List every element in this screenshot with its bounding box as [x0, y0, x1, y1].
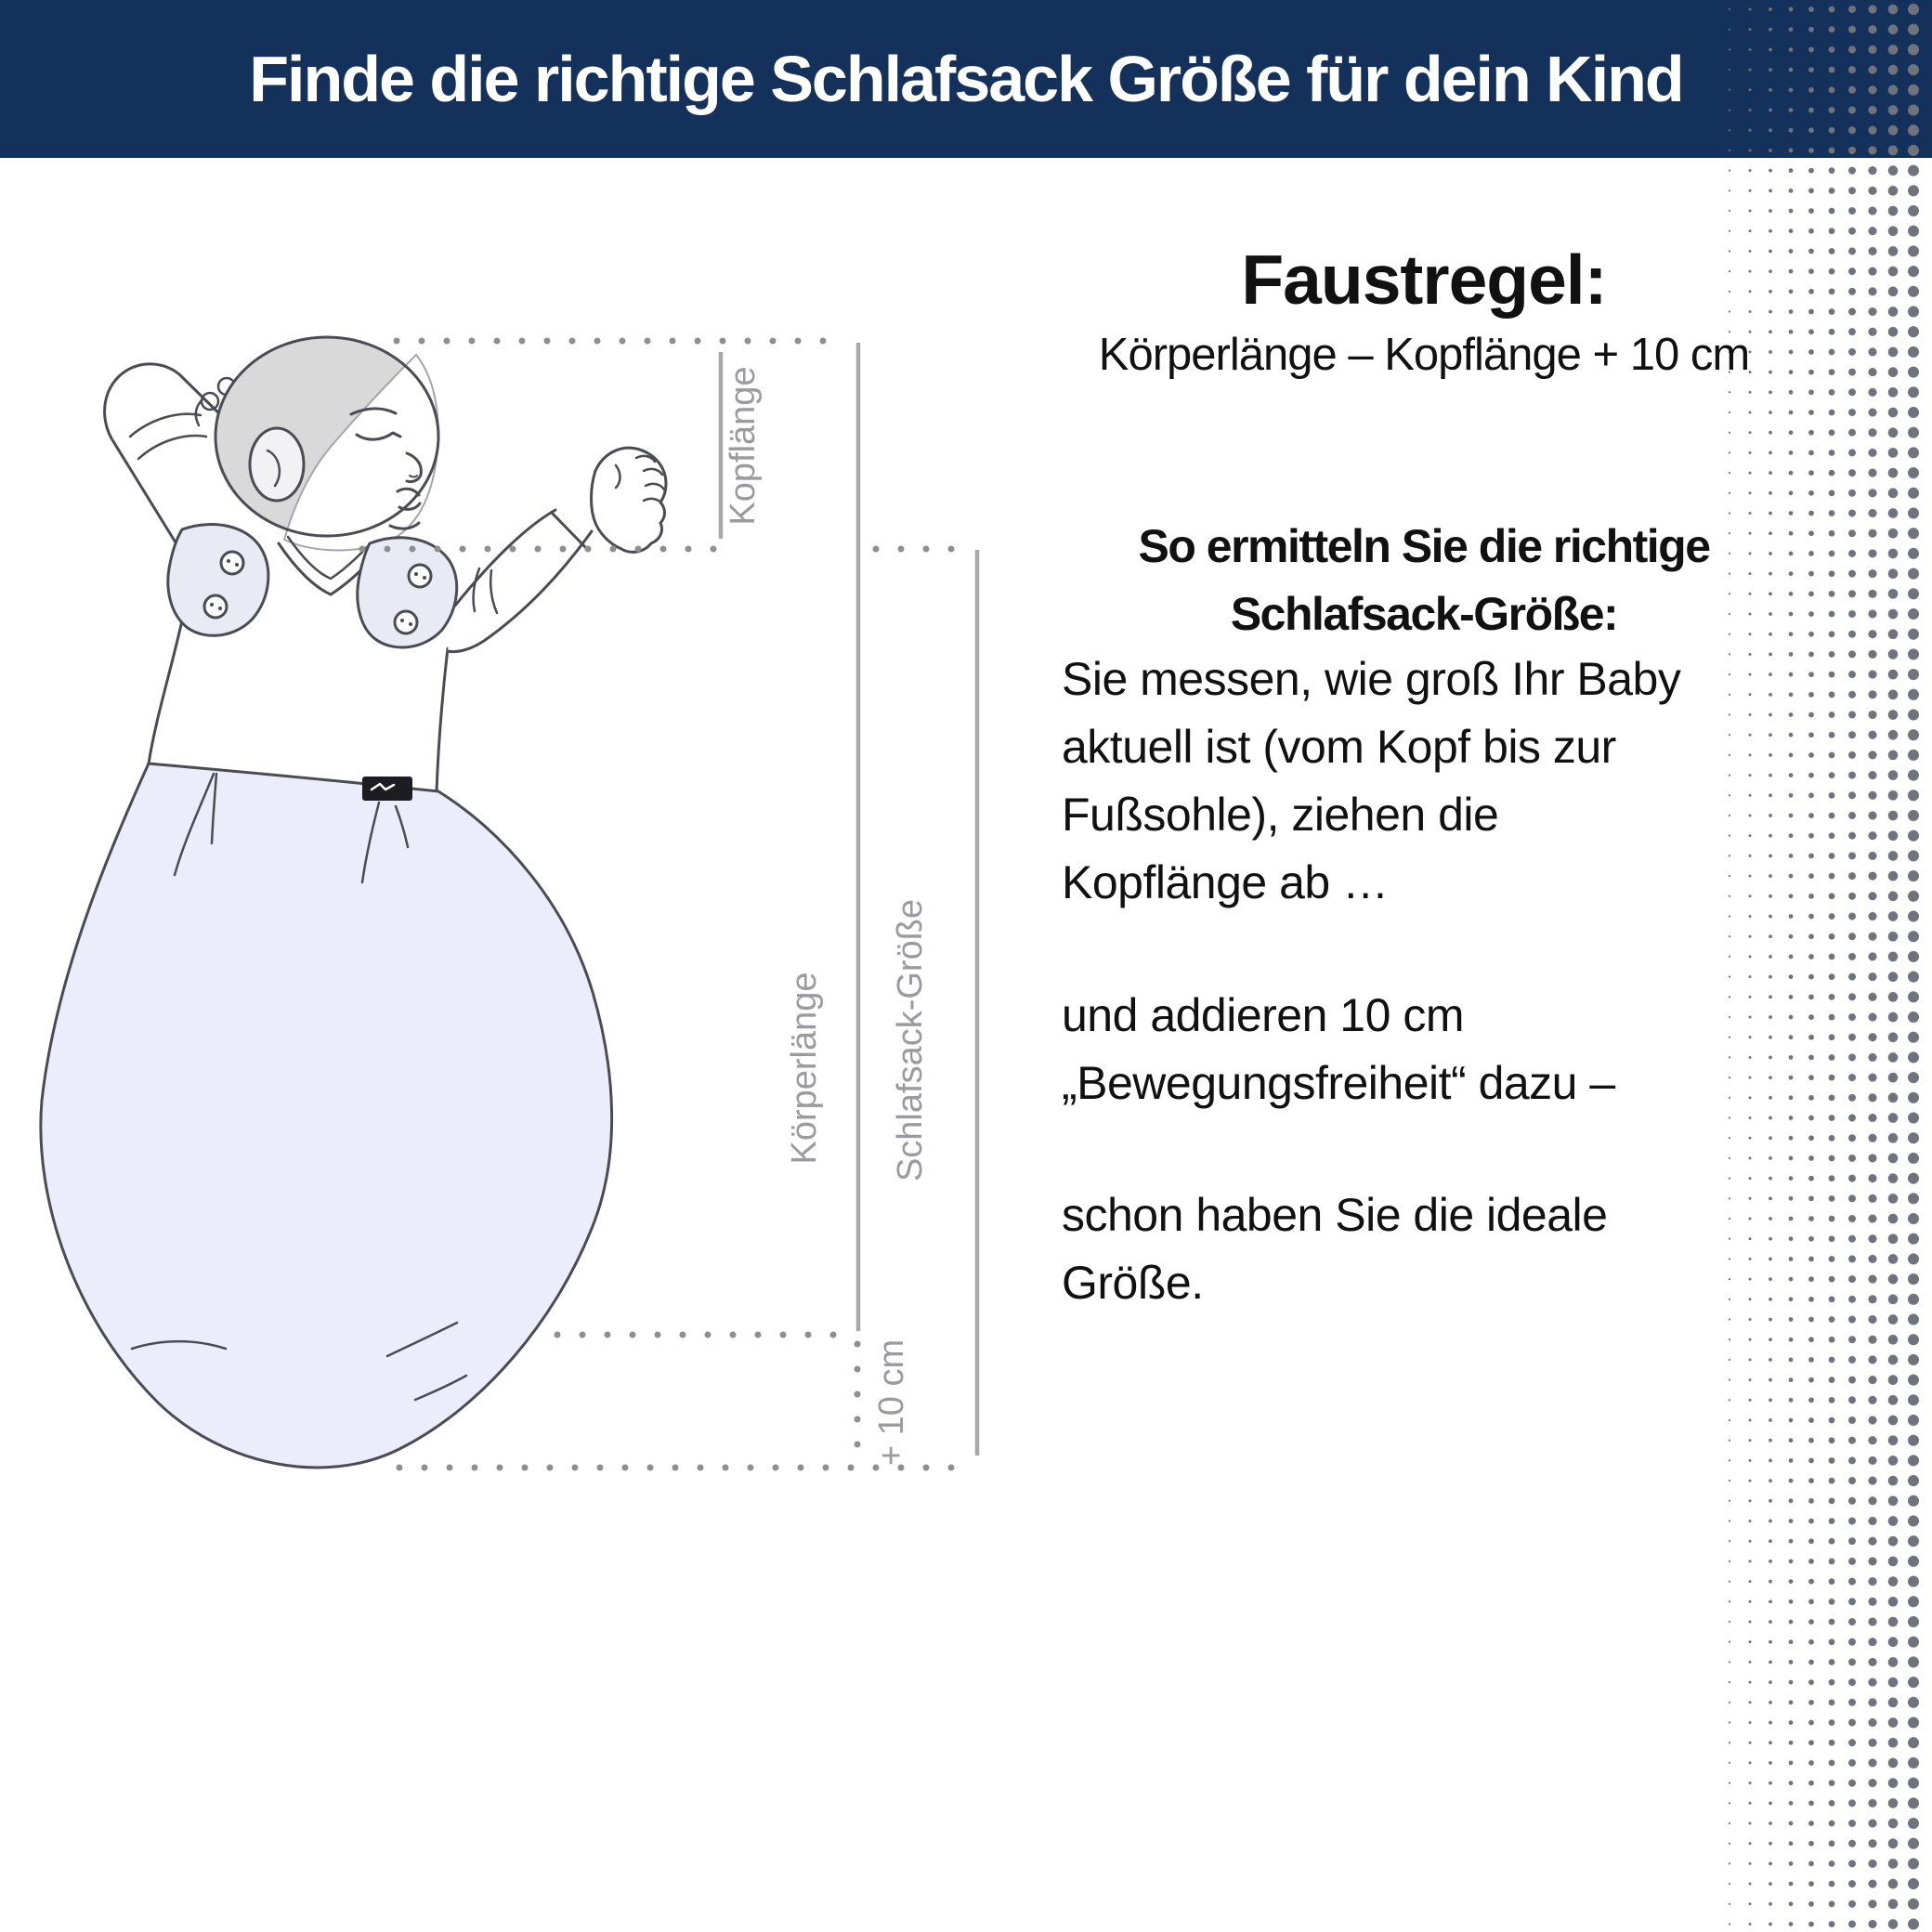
sleeping-bag-body — [41, 764, 612, 1468]
text-line: aktuell ist (vom Kopf bis zur — [1062, 721, 1616, 773]
button — [221, 552, 243, 574]
faustregel-heading: Faustregel: — [1241, 241, 1607, 319]
text-line: und addieren 10 cm — [1062, 989, 1464, 1041]
text-line: Fußsohle), ziehen die — [1062, 789, 1499, 841]
right-shoulder-flap — [358, 538, 457, 647]
faustregel-formula: Körperlänge – Kopflänge + 10 cm — [1098, 330, 1750, 380]
text-line: „Bewegungsfreiheit“ dazu – — [1062, 1057, 1615, 1109]
text-line: schon haben Sie die ideale — [1062, 1189, 1608, 1241]
plus-10-cm-label: + 10 cm — [872, 1338, 911, 1467]
schlafsack-groesse-label: Schlafsack-Größe — [891, 898, 930, 1182]
instructions-heading-line2: Schlafsack-Größe: — [1230, 588, 1618, 640]
instructions-heading — [1038, 513, 1809, 648]
sleeping-bag — [41, 764, 612, 1468]
text-line: Kopflänge ab … — [1062, 856, 1389, 908]
button — [395, 611, 417, 633]
button — [204, 595, 227, 618]
text-line: Sie messen, wie groß Ihr Baby — [1062, 653, 1681, 705]
baby-ear — [250, 428, 304, 501]
instructions-paragraph-2 — [1062, 982, 1814, 1117]
koerperlaenge-label: Körperlänge — [785, 972, 824, 1165]
instructions-heading-line1: So ermitteln Sie die richtige — [1138, 520, 1710, 572]
baby-illustration — [41, 337, 666, 1468]
baby-right-arm — [448, 448, 666, 651]
baby-head — [215, 337, 438, 550]
left-shoulder-flap — [168, 525, 268, 636]
instructions-paragraph-1 — [1062, 646, 1814, 917]
text-line: Größe. — [1062, 1257, 1204, 1309]
instructions-paragraph-3 — [1062, 1181, 1814, 1317]
kopflaenge-label: Kopflänge — [724, 366, 763, 526]
page-title: Finde die richtige Schlafsack Größe für dein Kind — [249, 43, 1683, 115]
button — [409, 565, 431, 587]
